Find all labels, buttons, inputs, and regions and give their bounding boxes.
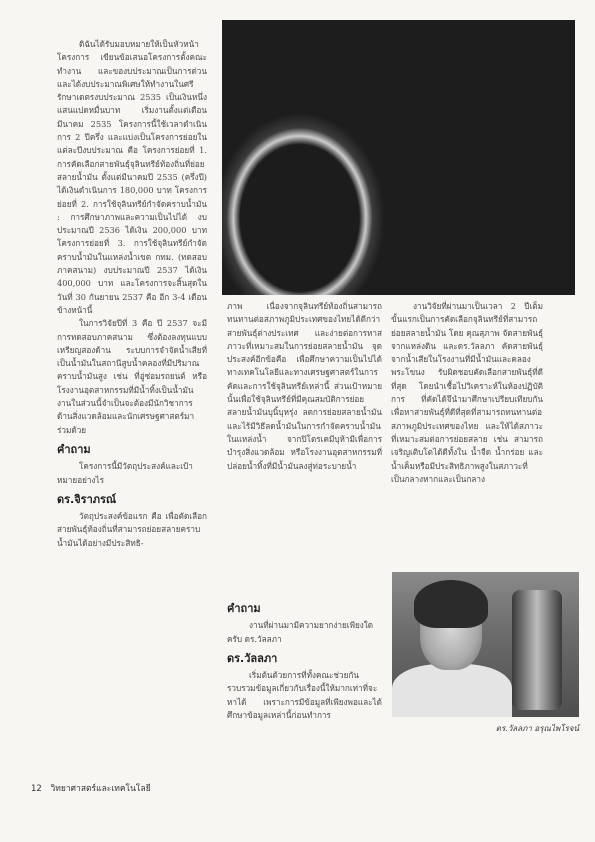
answer-heading: ดร.จิราภรณ์ (57, 492, 117, 506)
hair-shape (414, 580, 488, 628)
answer-heading: ดร.วัลลภา (227, 651, 278, 665)
page-number: 12 (31, 784, 42, 794)
answer-text: วัตถุประสงค์ข้อแรก คือ เพื่อคัดเลือกสายพันธุ์ท้องถิ่นที่สามารถย่อยสลายคราบน้ำมันได้อย่างมีประสิทธิ- (57, 511, 207, 548)
journal-name: วิทยาศาสตร์และเทคโนโลยี (50, 784, 151, 794)
answer-text: เริ่มต้นด้วยการที่ทั้งคณะช่วยกันรวบรวมข้อมูลเกี่ยวกับเรื่องนี้ให้มากเท่าที่จะหาได้ เพราะการมีข้อมูลที่เพียงพอและได้ศึกษาข้อมูลเหล่านี้ก่อนทำการ (227, 670, 382, 721)
column-1 (57, 38, 207, 550)
question-text: โครงการนี้มีวัตถุประสงค์และเป้าหมายอย่างไร (57, 461, 193, 485)
page-footer (31, 781, 151, 795)
column-2-interview (227, 596, 382, 722)
question-heading: คำถาม (57, 442, 91, 456)
lab-photo-petri-dishes (222, 20, 575, 295)
question-text: งานที่ผ่านมามีความยากง่ายเพียงใดครับ ดร.วัลลภา (227, 620, 374, 644)
microscope-icon (512, 590, 562, 710)
question-heading: คำถาม (227, 602, 261, 615)
column-3 (391, 300, 543, 486)
paragraph: งานวิจัยที่ผ่านมาเป็นเวลา 2 ปีเต็ม ขั้นแรกเป็นการคัดเลือกจุลินทรีย์ที่สามารถย่อยสลายน้ำมัน โดย คุณสุภาพ จัดสายพันธุ์จากแหล่งดิน และดร.วัลลภา คัดสายพันธุ์จากน้ำเสียในโรงงานที่มีน้ำมันและคลองพระโขนง รับผิดชอบคัดเลือกสายพันธุ์ที่ดีที่สุด โดยนำเชื้อไปวิเคราะห์ในห้องปฏิบัติการ ที่คัดได้จึนำมาศึกษาเปรียบเทียบกัน เพื่อหาสายพันธุ์ที่ดีที่สุดที่สามารถทนทานต่อสภาพภูมิประเทศของไทย และให้ได้สภาวะที่เหมาะสมต่อการย่อยสลาย เช่น สามารถเจริญเติบโตได้ดีทั้งใน น้ำจืด น้ำกร่อย และน้ำเค็มหรือมีประสิทธิภาพสูงในสภาวะที่เป็นกลางหากและเป็นกลาง (391, 301, 543, 484)
column-2 (227, 300, 382, 473)
paragraph: ดิฉันได้รับมอบหมายให้เป็นหัวหน้าโครงการ เขียนข้อเสนอโครงการตั้งคณะทำงาน และของบประมาณเป็นการด่วน และได้งบประมาณพิเศษให้ทำงานในศรีรักษาเดตรงบประมาณ 2535 เป็นเงินหนึ่งแสนแปดหมื่นบาท เริ่มงานตั้งแต่เดือนมีนาคม 2535 โครงการนี้ใช้เวลาดำเนินการ 2 ปีครึ่ง และแบ่งเป็นโครงการย่อยในแต่ละปีงบประมาณ คือ โครงการย่อยที่ 1. การคัดเลือกสายพันธุ์จุลินทรีย์ท้องถิ่นที่ย่อยสลายน้ำมัน ตั้งแต่มีนาคมปี 2535 (ครึ่งปี) ได้เงินดำเนินการ 180,000 บาท โครงการย่อยที่ 2. การใช้จุลินทรีย์กำจัดคราบน้ำมัน : การศึกษาภาพและความเป็นไปได้ งบประมาณปี 2536 ได้เงิน 200,000 บาท โครงการย่อยที่ 3. การใช้จุลินทรีย์กำจัดคราบน้ำมันในแหล่งน้ำเขต กทม. (ทดสอบภาคสนาม) งบประมาณปี 2537 ได้เงิน 400,000 บาท และโครงการจะสิ้นสุดในวันที่ 30 กันยายน 2537 คือ อีก 3-4 เดือนข้างหน้านี้ (57, 39, 207, 315)
paragraph: ภาพ เนื่องจากจุลินทรีย์ท้องถิ่นสามารถทนทานต่อสภาพภูมิประเทศของไทยได้ดีกว่าสายพันธุ์ต่างประเทศ และง่ายต่อการหาสภาวะที่เหมาะสมในการย่อยสลายน้ำมัน จุดประสงค์อีกข้อคือ เพื่อศึกษาความเป็นไปได้ทางเทคโนโลยีและทางเศรษฐศาสตร์ในการคัดและการใช้จุลินทรีย์เหล่านี้ ส่วนเป้าหมายนั้นเพื่อใช้จุลินทรีย์ที่มีคุณสมบัติการย่อยสลายน้ำมันบุนิ้บุหรุ่ง ลดการย่อยสลายน้ำมัน และไร้มีวิธีลดน้ำมันในการกำจัดคราบน้ำมันในแหล่งน้ำ จากปิโตรเคมีบุห้ามีเพื่อการบำรุงสิ่งแวดล้อม หรือโรงงานอุตสาหกรรมที่ปล่อยน้ำทิ้งที่มีน้ำมันลงสู่ท่อระบายน้ำ (227, 301, 382, 471)
lab-coat-shape (392, 664, 512, 717)
paragraph: ในการวิจัยปีที่ 3 คือ ปี 2537 จะมีการทดสอบภาคสนาม ซึ่งต้องลงทุนแบบเหรียญสองด้าน ระบบการจำจัดน้ำเสียที่เป็นน้ำมันในสถานีสูบน้ำคลองที่มีปริมาณคราบน้ำมันสูง เช่น ที่อู่ซ่อมรถยนต์ หรือโรงงานอุตสาหกรรมที่มีน้ำทิ้งเป็นน้ำมัน งานในส่วนนี้จำเป็นจะต้องมีนักวิชาการด้านสิ่งแวดล้อมและนักเศรษฐศาสตร์มาร่วมด้วย (57, 318, 207, 435)
portrait-photo (392, 572, 579, 717)
photo-caption: ดร.วัลลภา อรุณไพโรจน์ (495, 724, 579, 733)
